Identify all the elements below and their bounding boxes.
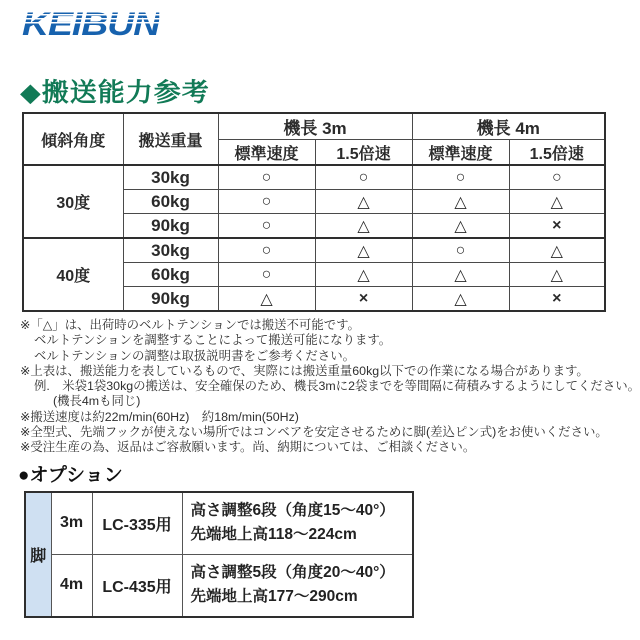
value-cell: ○ [412,165,509,190]
weight-cell: 60kg [123,190,218,214]
value-cell: △ [509,190,605,214]
value-cell: ○ [315,165,412,190]
value-cell: ○ [218,263,315,287]
weight-cell: 30kg [123,238,218,263]
note-line: (機長4mも同じ) [53,394,141,409]
option-model-cell: LC-435用 [92,554,182,617]
footnotes [20,318,640,456]
value-cell: ○ [218,190,315,214]
option-length-cell: 4m [51,554,92,617]
note-line: ※搬送速度は約22m/min(60Hz) 約18m/min(50Hz) [20,409,299,424]
option-row [25,492,413,555]
note-line: ※「△」は、出荷時のベルトテンションでは搬送不可能です。 [20,318,360,332]
value-cell: ○ [509,165,605,190]
header-fast-speed-4m: 1.5倍速 [509,140,605,166]
value-cell: △ [315,190,412,214]
value-cell: △ [315,238,412,263]
note-line: ※受注生産の為、返品はご容赦願います。尚、納期については、ご相談ください。 [20,440,476,455]
header-weight: 搬送重量 [123,113,218,165]
option-category-cell: 脚 [25,492,51,617]
value-cell: × [315,287,412,312]
capacity-header-row-1 [23,113,605,140]
value-cell: × [509,214,605,239]
header-std-speed-3m: 標準速度 [218,140,315,166]
option-spec-cell [182,492,413,555]
option-spec-line-1: 高さ調整5段（角度20～40°） [190,564,395,582]
angle-cell-40: 40度 [23,238,123,311]
weight-cell: 90kg [123,287,218,312]
note-line: ※上表は、搬送能力を表しているもので、実際には搬送重量60kg以下での作業になる場合があります。 [20,363,589,378]
value-cell: ○ [218,214,315,239]
option-model-cell: LC-335用 [92,492,182,555]
option-spec-cell [182,554,413,617]
value-cell: △ [412,190,509,214]
value-cell: ○ [412,238,509,263]
value-cell: × [509,287,605,312]
option-row [25,554,413,617]
header-angle: 傾斜角度 [23,113,123,165]
angle-cell-30: 30度 [23,165,123,238]
option-length-cell: 3m [51,492,92,555]
header-fast-speed-3m: 1.5倍速 [315,140,412,166]
note-line: ※全型式、先端フックが使えない場所ではコンベアを安定させるために脚(差込ピン式)をお使いください。 [20,425,608,440]
weight-cell: 30kg [123,165,218,190]
weight-cell: 60kg [123,263,218,287]
option-spec-line-1: 高さ調整6段（角度15～40°） [190,502,395,520]
value-cell: △ [412,263,509,287]
value-cell: △ [412,214,509,239]
options-table [24,491,414,618]
header-length-3m: 機長 3m [218,113,412,140]
options-section-heading: ●オプション [18,464,123,486]
capacity-section-heading: ◆搬送能力参考 [20,78,210,107]
weight-cell: 90kg [123,214,218,239]
note-line: ベルトテンションの調整は取扱説明書をご参考ください。 [34,348,355,363]
value-cell: ○ [218,165,315,190]
value-cell: △ [315,263,412,287]
option-spec-line-2: 先端地上高118～224cm [190,526,357,544]
value-cell: △ [218,287,315,312]
value-cell: △ [412,287,509,312]
keibun-logo: KEIBUN [22,5,160,43]
table-row [23,165,605,190]
value-cell: △ [509,263,605,287]
note-line: 例. 米袋1袋30kgの搬送は、安全確保のため、機長3mに2袋までを等間隔に荷積みするようにしてください。 [34,379,640,394]
header-std-speed-4m: 標準速度 [412,140,509,166]
header-length-4m: 機長 4m [412,113,605,140]
table-row [23,238,605,263]
value-cell: △ [509,238,605,263]
note-line: ベルトテンションを調整することによって搬送可能になります。 [34,333,392,348]
option-spec-line-2: 先端地上高177～290cm [190,588,358,606]
capacity-table [22,112,606,312]
value-cell: △ [315,214,412,239]
value-cell: ○ [218,238,315,263]
